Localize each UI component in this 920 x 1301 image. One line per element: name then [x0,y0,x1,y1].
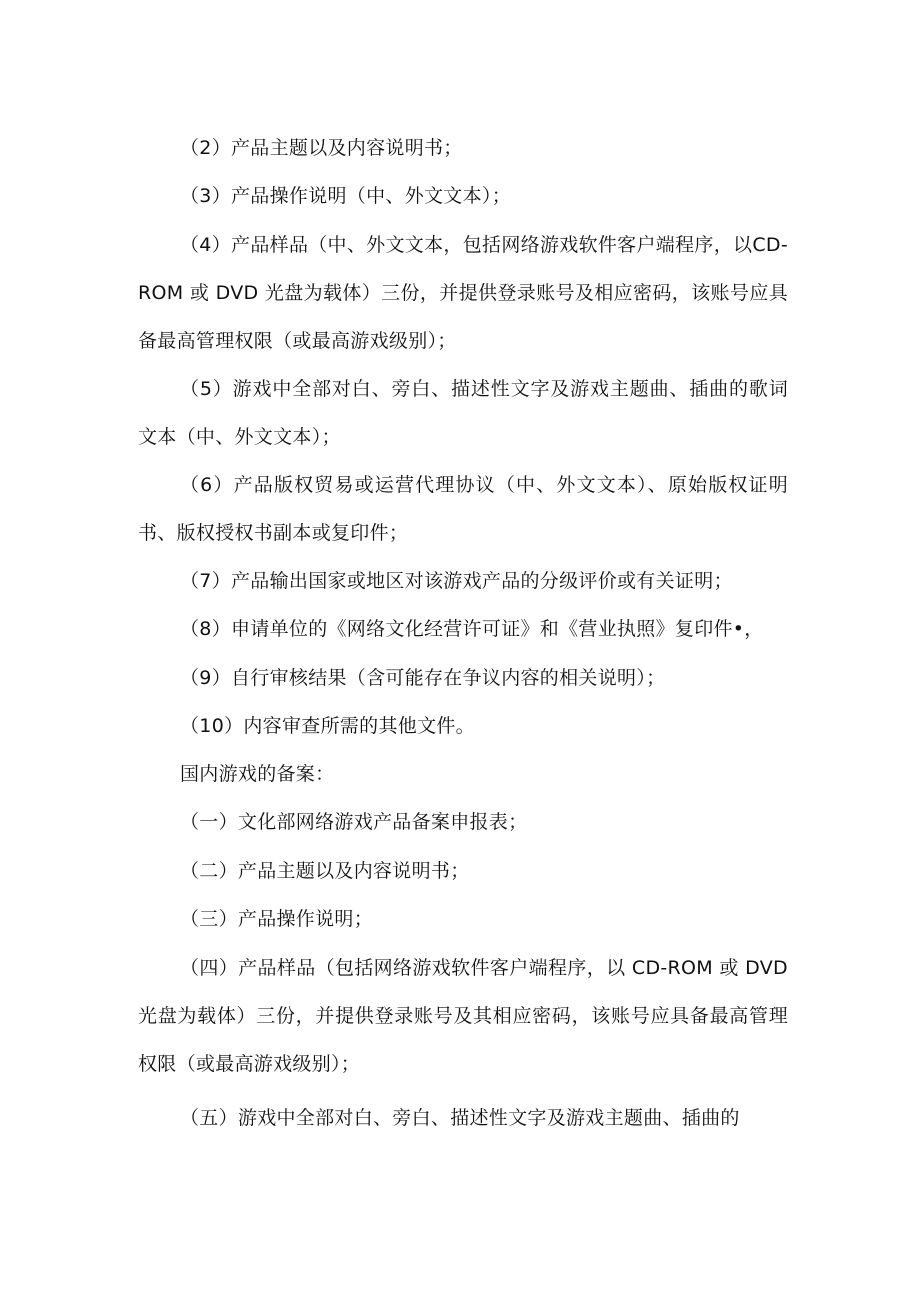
paragraph-item-8: （8）申请单位的《网络文化经营许可证》和《营业执照》复印件•， [180,618,764,640]
paragraph-item-one: （一）文化部网络游戏产品备案申报表； [180,811,528,833]
paragraph-item-9: （9）自行审核结果（含可能存在争议内容的相关说明）； [180,667,666,689]
section-heading-domestic-filing: 国内游戏的备案： [180,763,335,785]
paragraph-item-7: （7）产品输出国家或地区对该游戏产品的分级评价或有关证明； [180,570,733,592]
paragraph-item-4: （4）产品样品（中、外文文本，包括网络游戏软件客户端程序，以CD-ROM 或 DVD 光盘为载体）三份，并提供登录账号及相应密码，该账号应具备最高管理权限（或最高游戏级别）； [138,234,788,352]
paragraph-item-three: （三）产品操作说明； [180,908,374,930]
paragraph-item-6: （6）产品版权贸易或运营代理协议（中、外文文本）、原始版权证明书、版权授权书副本或复印件； [138,474,788,544]
paragraph-item-four: （四）产品样品（包括网络游戏软件客户端程序，以 CD-ROM 或 DVD 光盘为载体）三份，并提供登录账号及其相应密码，该账号应具备最高管理权限（或最高游戏级别）； [138,957,788,1075]
paragraph-item-10: （10）内容审查所需的其他文件。 [180,715,475,737]
paragraph-item-two: （二）产品主题以及内容说明书； [180,860,470,882]
paragraph-item-5: （5）游戏中全部对白、旁白、描述性文字及游戏主题曲、插曲的歌词文本（中、外文文本）； [138,378,788,448]
paragraph-item-3: （3）产品操作说明（中、外文文本）； [180,185,511,207]
paragraph-item-2: （2）产品主题以及内容说明书； [180,137,463,159]
paragraph-item-five: （五）游戏中全部对白、旁白、描述性文字及游戏主题曲、插曲的 [180,1107,740,1129]
